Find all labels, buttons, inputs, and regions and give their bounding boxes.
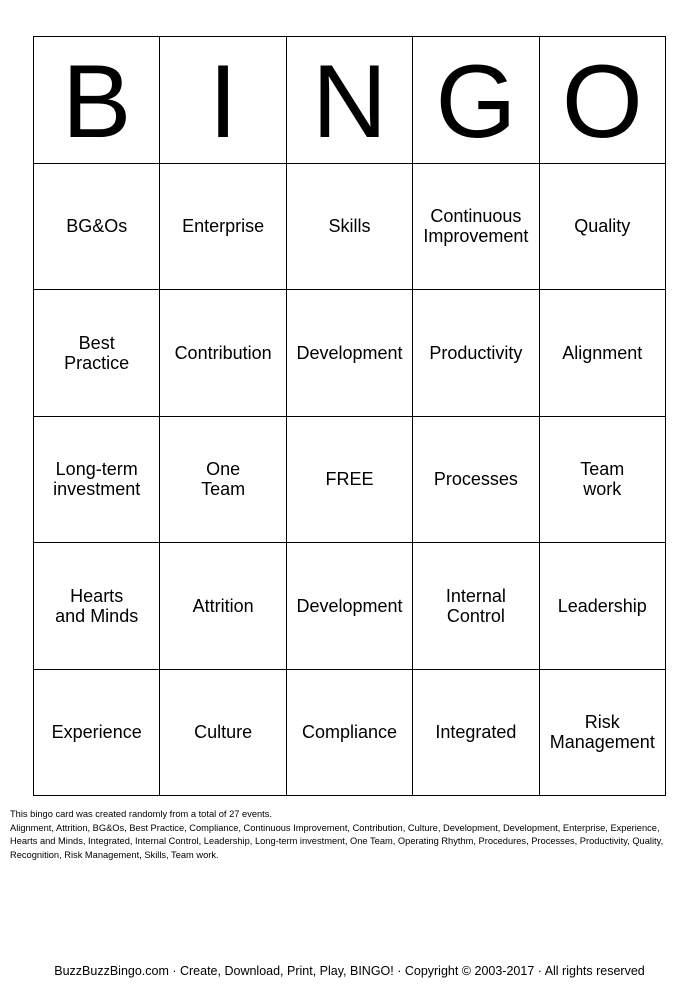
- header-cell-o: [540, 37, 666, 164]
- cell-text: Best Practice: [64, 332, 130, 373]
- cell-text: Compliance: [301, 722, 398, 743]
- bingo-cell: [540, 164, 666, 291]
- bingo-cell: [540, 290, 666, 417]
- bingo-cell: [160, 164, 286, 291]
- cell-text: Continuous Improvement: [423, 206, 529, 247]
- bingo-cell: [413, 543, 539, 670]
- free-cell: [287, 417, 413, 544]
- cell-text: One Team: [201, 459, 246, 500]
- header-cell-g: [413, 37, 539, 164]
- cell-text: FREE: [325, 469, 374, 490]
- cell-text: Enterprise: [182, 216, 265, 237]
- cell-text: Contribution: [174, 342, 272, 363]
- cell-text: Quality: [574, 216, 631, 237]
- cell-text: Skills: [328, 216, 371, 237]
- site-footer: BuzzBuzzBingo.com · Create, Download, Print, Play, BINGO! · Copyright © 2003-2017 · All rights reserved: [54, 964, 645, 978]
- cell-text: Productivity: [429, 342, 523, 363]
- cell-text: Team work: [580, 459, 625, 500]
- bingo-cell: [287, 290, 413, 417]
- footnote-summary: This bingo card was created randomly from a total of 27 events.: [10, 809, 272, 819]
- cell-text: Culture: [194, 722, 253, 743]
- bingo-card: [33, 36, 666, 796]
- bingo-cell: [413, 670, 539, 797]
- cell-text: Risk Management: [549, 712, 655, 753]
- bingo-cell: [287, 164, 413, 291]
- cell-text: Development: [296, 342, 403, 363]
- header-letter: I: [208, 43, 238, 160]
- header-cell-i: [160, 37, 286, 164]
- footnote-event-list: Alignment, Attrition, BG&Os, Best Practice, Compliance, Continuous Improvement, Contribution, Culture, Development, Development, Enterprise, Experience, Hearts and Minds, Integrated, Internal Control, Leadership, Long-term investment, One Team, Operating Rhythm, Procedures, Processes, Productivity, Quality, Recognition, Risk Management, Skills, Team work.: [10, 822, 664, 860]
- cell-text: Integrated: [435, 722, 517, 743]
- bingo-cell: [160, 417, 286, 544]
- cell-text: Internal Control: [445, 585, 506, 626]
- cell-text: Development: [296, 595, 403, 616]
- bingo-cell: [34, 164, 160, 291]
- bingo-cell: [413, 164, 539, 291]
- bingo-cell: [287, 543, 413, 670]
- cell-text: Hearts and Minds: [55, 585, 139, 626]
- header-letter: B: [62, 43, 132, 160]
- bingo-cell: [34, 417, 160, 544]
- cell-text: Alignment: [562, 342, 643, 363]
- cell-text: Leadership: [557, 595, 647, 616]
- header-letter: O: [561, 43, 643, 160]
- bingo-cell: [34, 670, 160, 797]
- bingo-cell: [540, 670, 666, 797]
- header-letter: G: [435, 43, 517, 160]
- bingo-cell: [287, 670, 413, 797]
- bingo-cell: [34, 543, 160, 670]
- cell-text: Long-term investment: [53, 459, 141, 500]
- bingo-cell: [413, 290, 539, 417]
- bingo-cell: [160, 543, 286, 670]
- header-cell-n: [287, 37, 413, 164]
- cell-text: BG&Os: [66, 216, 128, 237]
- cell-text: Experience: [51, 722, 142, 743]
- cell-text: Attrition: [192, 595, 254, 616]
- header-letter: N: [311, 43, 388, 160]
- bingo-cell: [540, 417, 666, 544]
- bingo-cell: [540, 543, 666, 670]
- card-footnote: [10, 808, 680, 862]
- bingo-cell: [160, 670, 286, 797]
- bingo-cell: [413, 417, 539, 544]
- bingo-cell: [34, 290, 160, 417]
- cell-text: Processes: [433, 469, 518, 490]
- header-cell-b: [34, 37, 160, 164]
- bingo-cell: [160, 290, 286, 417]
